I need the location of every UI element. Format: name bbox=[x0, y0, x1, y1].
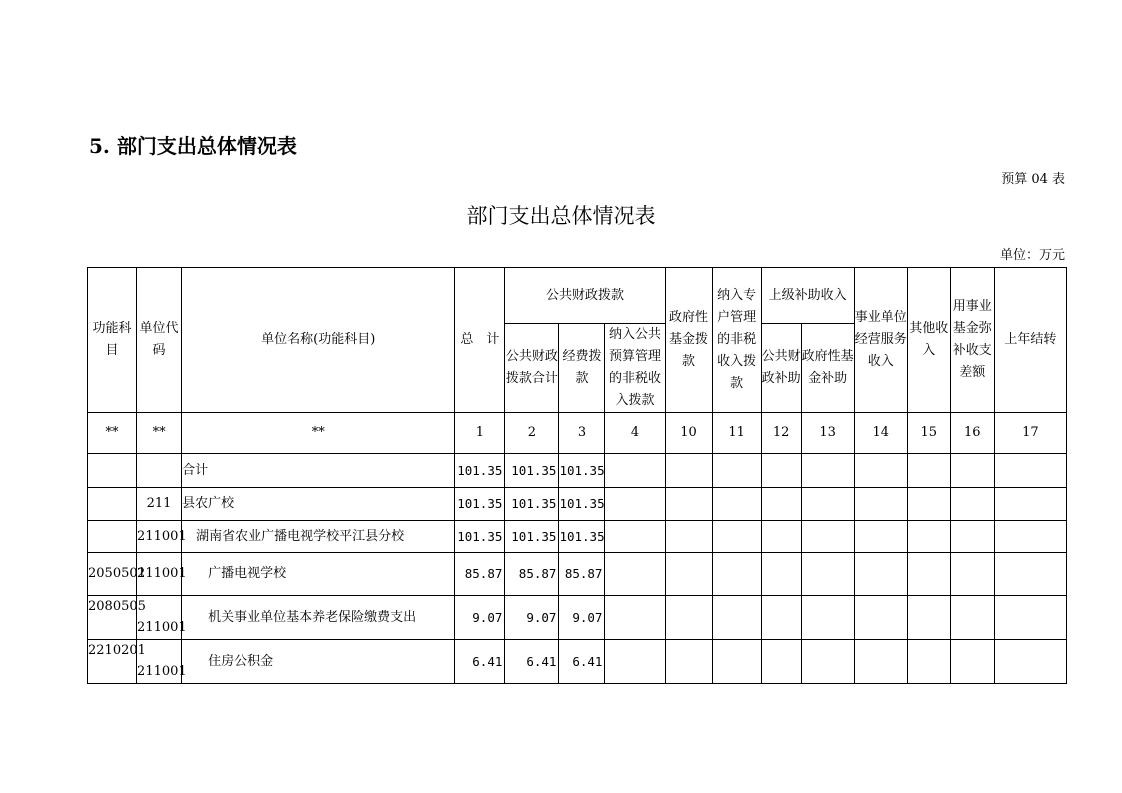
header-gov-fund: 政府性基金拨款 bbox=[665, 268, 712, 413]
index-cell: 15 bbox=[907, 413, 950, 454]
index-cell: 14 bbox=[854, 413, 907, 454]
funding-cell: 101.35 bbox=[559, 454, 605, 488]
index-cell: 11 bbox=[712, 413, 761, 454]
funding-cell: 101.35 bbox=[559, 488, 605, 521]
header-public-fiscal: 公共财政拨款 bbox=[505, 268, 665, 324]
header-public-fiscal-total: 公共财政拨款合计 bbox=[505, 324, 559, 413]
unit-name-cell: 县农广校 bbox=[182, 488, 455, 521]
total-cell: 9.07 bbox=[455, 596, 505, 640]
public-fiscal-total-cell: 101.35 bbox=[505, 521, 559, 553]
func-subject-cell: 2210201 bbox=[88, 640, 137, 684]
unit-code-cell: 211001 bbox=[137, 596, 182, 640]
total-cell: 101.35 bbox=[455, 521, 505, 553]
table-row bbox=[88, 553, 1067, 596]
table-row bbox=[88, 640, 1067, 684]
public-fiscal-total-cell: 9.07 bbox=[505, 596, 559, 640]
table-row bbox=[88, 488, 1067, 521]
unit-name-cell: 住房公积金 bbox=[182, 640, 455, 684]
index-cell: ** bbox=[182, 413, 455, 454]
section-title: 5. 部门支出总体情况表 bbox=[89, 134, 297, 158]
header-last-year-carry: 上年结转 bbox=[994, 268, 1066, 413]
public-fiscal-total-cell: 101.35 bbox=[505, 488, 559, 521]
header-public-fiscal-subsidy: 公共财政补助 bbox=[761, 324, 801, 413]
expenditure-table bbox=[87, 267, 1067, 684]
public-fiscal-total-cell: 85.87 bbox=[505, 553, 559, 596]
unit-code-cell bbox=[137, 454, 182, 488]
index-cell: 2 bbox=[505, 413, 559, 454]
funding-cell: 101.35 bbox=[559, 521, 605, 553]
total-cell: 6.41 bbox=[455, 640, 505, 684]
total-cell: 101.35 bbox=[455, 488, 505, 521]
unit-code-cell: 211001 bbox=[137, 640, 182, 684]
funding-cell: 6.41 bbox=[559, 640, 605, 684]
funding-cell: 9.07 bbox=[559, 596, 605, 640]
unit-code-cell: 211001 bbox=[137, 521, 182, 553]
index-cell: 4 bbox=[605, 413, 665, 454]
header-institution-service: 事业单位经营服务收入 bbox=[854, 268, 907, 413]
func-subject-cell bbox=[88, 488, 137, 521]
index-row bbox=[88, 413, 1067, 454]
header-unit-code: 单位代码 bbox=[137, 268, 182, 413]
func-subject-cell: 2080505 bbox=[88, 596, 137, 640]
header-special-account: 纳入专户管理的非税收入拨款 bbox=[712, 268, 761, 413]
func-subject-cell bbox=[88, 521, 137, 553]
total-cell: 85.87 bbox=[455, 553, 505, 596]
index-cell: 12 bbox=[761, 413, 801, 454]
index-cell: 13 bbox=[801, 413, 854, 454]
header-row-1 bbox=[88, 268, 1067, 324]
unit-code-cell: 211 bbox=[137, 488, 182, 521]
header-unit-name: 单位名称(功能科目) bbox=[182, 268, 455, 413]
func-subject-cell: 2050501 bbox=[88, 553, 137, 596]
index-cell: ** bbox=[88, 413, 137, 454]
unit-name-cell: 湖南省农业广播电视学校平江县分校 bbox=[182, 521, 455, 553]
unit-name-cell: 机关事业单位基本养老保险缴费支出 bbox=[182, 596, 455, 640]
header-func-subject: 功能科目 bbox=[88, 268, 137, 413]
public-fiscal-total-cell: 6.41 bbox=[505, 640, 559, 684]
table-title: 部门支出总体情况表 bbox=[466, 204, 656, 228]
index-cell: 16 bbox=[950, 413, 994, 454]
header-included-budget: 纳入公共预算管理的非税收入拨款 bbox=[605, 324, 665, 413]
total-cell: 101.35 bbox=[455, 454, 505, 488]
header-gov-fund-subsidy: 政府性基金补助 bbox=[801, 324, 854, 413]
public-fiscal-total-cell: 101.35 bbox=[505, 454, 559, 488]
funding-cell: 85.87 bbox=[559, 553, 605, 596]
header-funding: 经费拨款 bbox=[559, 324, 605, 413]
table-row bbox=[88, 596, 1067, 640]
func-subject-cell bbox=[88, 454, 137, 488]
index-cell: ** bbox=[137, 413, 182, 454]
header-total: 总 计 bbox=[455, 268, 505, 413]
index-cell: 17 bbox=[994, 413, 1066, 454]
unit-name-cell: 合计 bbox=[182, 454, 455, 488]
form-number: 预算 04 表 bbox=[1001, 172, 1065, 187]
table-row bbox=[88, 454, 1067, 488]
unit-code-cell: 211001 bbox=[137, 553, 182, 596]
header-other-income: 其他收入 bbox=[907, 268, 950, 413]
index-cell: 1 bbox=[455, 413, 505, 454]
index-cell: 10 bbox=[665, 413, 712, 454]
unit-name-cell: 广播电视学校 bbox=[182, 553, 455, 596]
header-fund-gap: 用事业基金弥补收支差额 bbox=[950, 268, 994, 413]
index-cell: 3 bbox=[559, 413, 605, 454]
header-superior-subsidy: 上级补助收入 bbox=[761, 268, 854, 324]
unit-label: 单位：万元 bbox=[999, 248, 1065, 263]
table-row bbox=[88, 521, 1067, 553]
